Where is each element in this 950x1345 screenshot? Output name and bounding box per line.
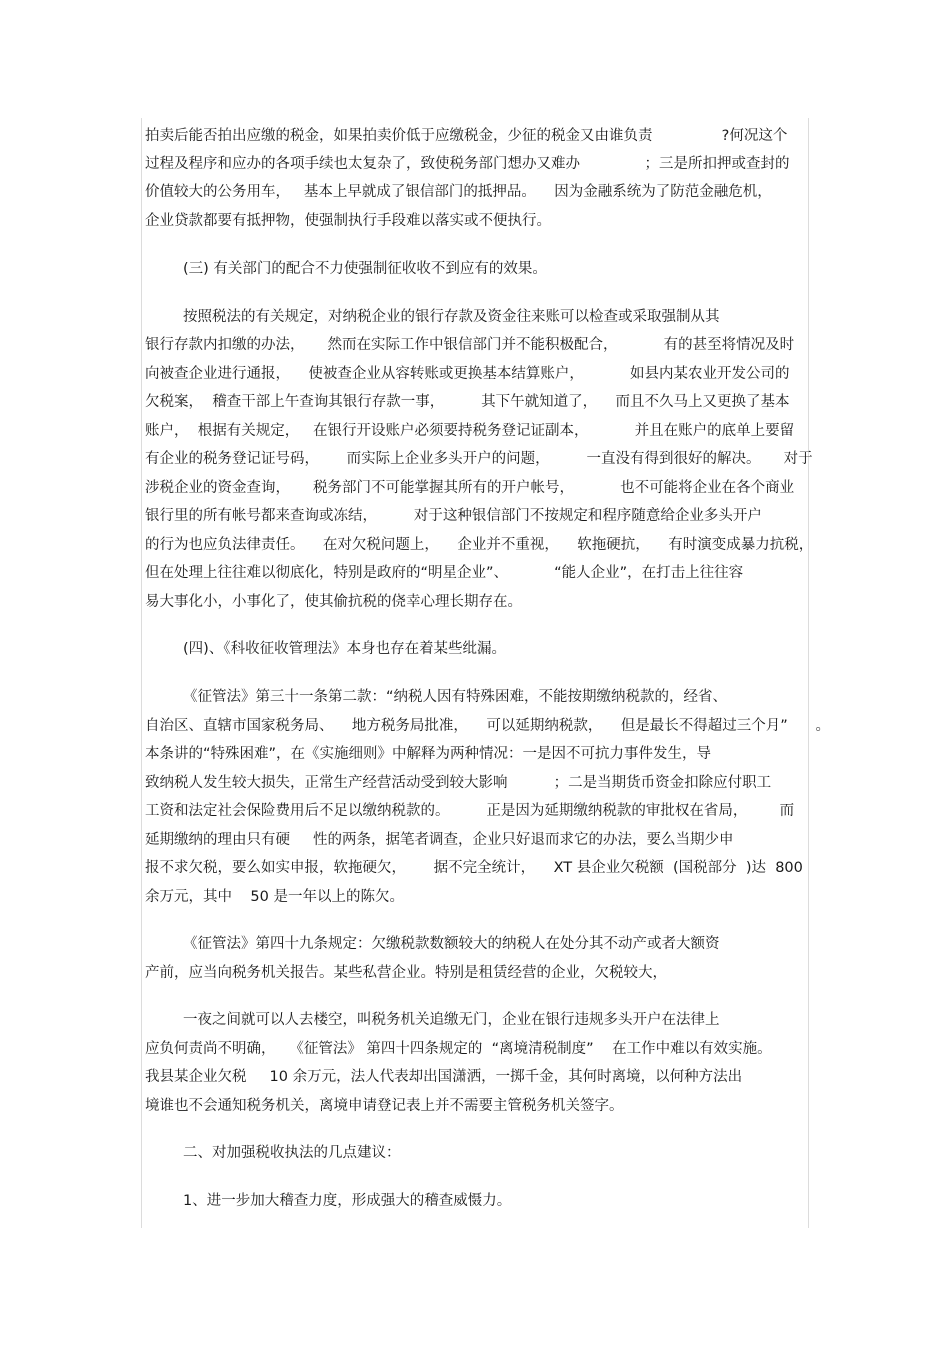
text-line: 易大事化小，小事化了，使其偷抗税的侥幸心理长期存在。	[145, 594, 522, 610]
text-line: 工资和法定社会保险费用后不足以缴纳税款的。 正是因为延期缴纳税款的审批权在省局， 而	[145, 803, 795, 819]
text-line: 企业贷款都要有抵押物，使强制执行手段难以落实或不便执行。	[145, 213, 551, 229]
text-line: 拍卖后能否拍出应缴的税金，如果拍卖价低于应缴税金，少征的税金又由谁负责 ?何况这个	[145, 128, 788, 144]
text-line: 我县某企业欠税 10 余万元，法人代表却出国潇洒，一掷千金，其何时离境，以何种方法出	[145, 1069, 743, 1085]
text-line: 自治区、直辖市国家税务局、 地方税务局批准， 可以延期纳税款， 但是最长不得超过三个月” 。	[145, 718, 830, 734]
paragraph-first-line: (三) 有关部门的配合不力使强制征收收不到应有的效果。	[183, 261, 547, 277]
paragraph-first-line: 《征管法》第三十一条第二款：“纳税人因有特殊困难，不能按期缴纳税款的，经省、	[183, 689, 728, 705]
paragraph-first-line: (四)、《科收征收管理法》本身也存在着某些纰漏。	[183, 641, 507, 657]
text-line: 余万元，其中 50 是一年以上的陈欠。	[145, 889, 404, 905]
text-line: 延期缴纳的理由只有硬 性的两条，据笔者调查，企业只好退而求它的办法，要么当期少申	[145, 832, 734, 848]
paragraph-first-line: 一夜之间就可以人去楼空，叫税务机关追缴无门，企业在银行违规多头开户在法律上	[183, 1012, 720, 1028]
text-line: 欠税案， 稽查干部上午查询其银行存款一事， 其下午就知道了， 而且不久马上又更换了基本	[145, 394, 790, 410]
text-line: 境谁也不会通知税务机关，离境申请登记表上并不需要主管税务机关签字。	[145, 1098, 624, 1114]
paragraph-first-line: 1、进一步加大稽查力度，形成强大的稽查威慑力。	[183, 1193, 512, 1209]
text-line: 银行里的所有帐号都来查询或冻结， 对于这种银信部门不按规定和程序随意给企业多头开户	[145, 508, 762, 524]
text-line: 产前，应当向税务机关报告。某些私营企业。特别是租赁经营的企业，欠税较大，	[145, 965, 667, 981]
text-line: 本条讲的“特殊困难”，在《实施细则》中解释为两种情况：一是因不可抗力事件发生，导	[145, 746, 712, 762]
page-frame	[141, 118, 809, 1228]
paragraph-first-line: 按照税法的有关规定，对纳税企业的银行存款及资金往来账可以检查或采取强制从其	[183, 309, 720, 325]
text-line: 账户， 根据有关规定， 在银行开设账户必须要持税务登记证副本， 并且在账户的底单上要留	[145, 423, 795, 439]
paragraph-first-line: 二、对加强税收执法的几点建议：	[183, 1145, 401, 1161]
text-line: 的行为也应负法律责任。 在对欠税问题上， 企业并不重视， 软拖硬抗， 有时演变成暴力抗税，	[145, 537, 814, 553]
text-line: 过程及程序和应办的各项手续也太复杂了，致使税务部门想办又难办 ；三是所扣押或查封的	[145, 156, 790, 172]
text-line: 有企业的税务登记证号码， 而实际上企业多头开户的问题， 一直没有得到很好的解决。 对于	[145, 451, 813, 467]
text-line: 银行存款内扣缴的办法， 然而在实际工作中银信部门并不能积极配合， 有的甚至将情况及时	[145, 337, 795, 353]
text-line: 价值较大的公务用车， 基本上早就成了银信部门的抵押品。 因为金融系统为了防范金融危机，	[145, 184, 772, 200]
text-line: 报不求欠税，要么如实申报，软拖硬欠， 据不完全统计， XT 县企业欠税额 (国税部分 )达 800	[145, 860, 803, 876]
text-line: 向被查企业进行通报， 使被查企业从容转账或更换基本结算账户， 如县内某农业开发公司的	[145, 366, 790, 382]
text-line: 应负何责尚不明确， 《征管法》 第四十四条规定的 “离境清税制度” 在工作中难以有效实施。	[145, 1041, 772, 1057]
text-line: 致纳税人发生较大损失，正常生产经营活动受到较大影响 ；二是当期货币资金扣除应付职工	[145, 775, 772, 791]
text-line: 涉税企业的资金查询， 税务部门不可能掌握其所有的开户帐号， 也不可能将企业在各个商业	[145, 480, 795, 496]
paragraph-first-line: 《征管法》第四十九条规定：欠缴税款数额较大的纳税人在处分其不动产或者大额资	[183, 936, 720, 952]
text-line: 但在处理上往往难以彻底化，特别是政府的“明星企业”、 “能人企业”，在打击上往往容	[145, 565, 744, 581]
